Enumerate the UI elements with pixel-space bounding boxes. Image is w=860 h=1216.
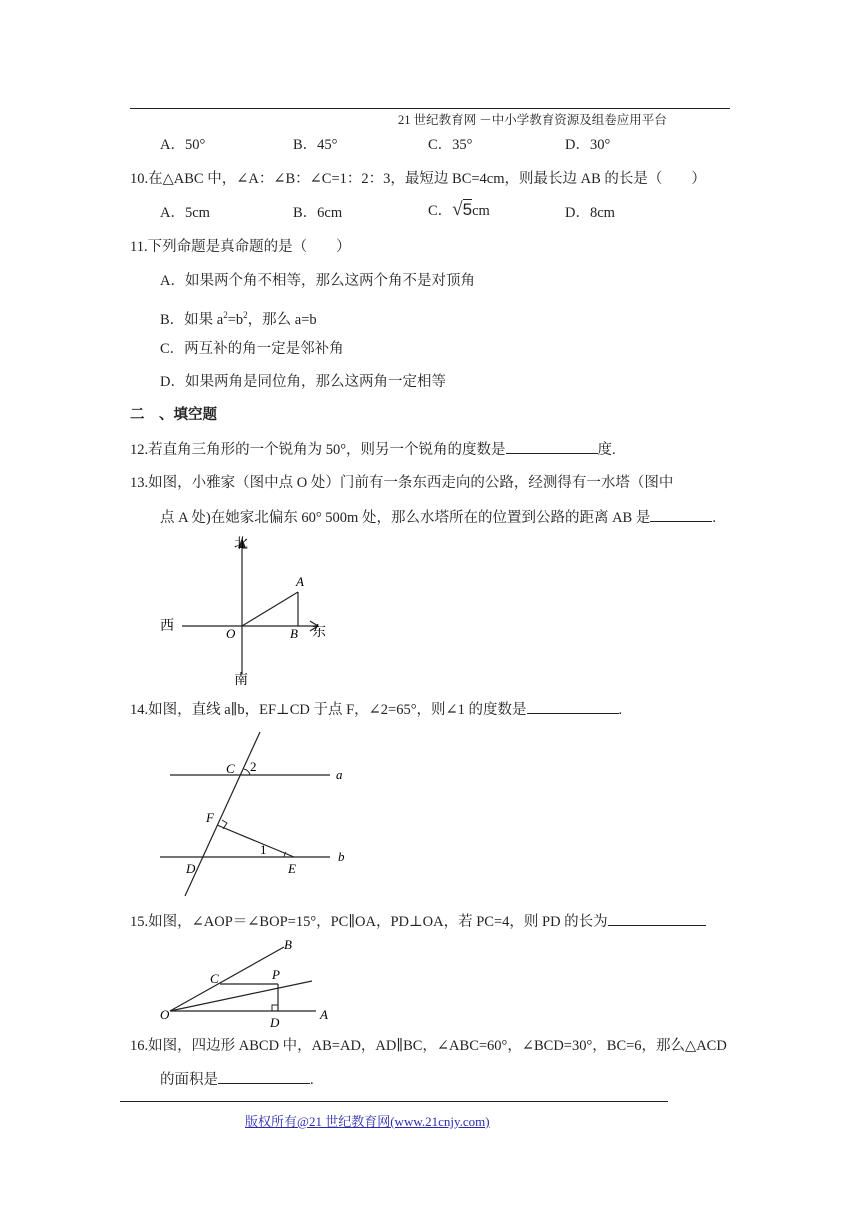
sqrt-sign: √	[452, 199, 463, 220]
q13-answer-blank	[650, 508, 712, 522]
footer-rule	[120, 1101, 668, 1102]
point-b-label: B	[284, 937, 292, 952]
header-rule	[130, 108, 730, 109]
q10-option-d: D．8cm	[565, 205, 615, 221]
q15-answer-blank	[608, 912, 706, 926]
q16-answer-blank	[218, 1070, 310, 1084]
figure-15-angle-bisector	[160, 935, 340, 1030]
point-d-label: D	[270, 1015, 280, 1030]
angle-1-label: 1	[260, 842, 267, 857]
q12-stem: 12.若直角三角形的一个锐角为 50°，则另一个锐角的度数是	[130, 442, 506, 458]
q11-stem: 11.下列命题是真命题的是（ ）	[130, 239, 351, 255]
q11-option-a: A．如果两个角不相等，那么这两个角不是对顶角	[160, 273, 475, 289]
q9-option-a: A．50°	[160, 137, 206, 153]
q16-line1: 16.如图，四边形 ABCD 中，AB=AD，AD∥BC，∠ABC=60°，∠BCD=30°，BC=6，那么△ACD	[130, 1038, 727, 1054]
point-o-label: O	[226, 626, 236, 641]
q9-option-c: C．35°	[428, 137, 473, 153]
q16-line2	[160, 1070, 314, 1089]
q11-option-b-sup2: 2	[243, 310, 248, 320]
q15-stem: 15.如图，∠AOP＝∠BOP=15°，PC∥OA，PD⊥OA，若 PC=4，则 PD 的长为	[130, 914, 608, 930]
point-c-label: C	[226, 761, 235, 776]
point-d-label: D	[186, 861, 196, 876]
q10-option-b: B．6cm	[293, 205, 343, 221]
q14-answer-blank	[527, 700, 619, 714]
q10-option-a: A．5cm	[160, 205, 210, 221]
figure-14-parallel-lines	[160, 730, 360, 898]
point-b-label: B	[290, 626, 298, 641]
point-o-label: O	[160, 1007, 170, 1022]
q10-option-c-prefix: C．	[428, 203, 453, 219]
west-label: 西	[160, 619, 174, 634]
q13-line2	[160, 508, 716, 527]
q11-option-b	[160, 306, 317, 329]
point-p-label: P	[272, 967, 280, 982]
q11-option-b-text3: ，那么 a=b	[247, 311, 317, 328]
south-label: 南	[234, 673, 248, 688]
north-label: 北	[234, 537, 248, 552]
section-title-fill-in: 二 、填空题	[130, 407, 217, 423]
footer-copyright-link[interactable]: 版权所有@21 世纪教育网(www.21cnjy.com)	[245, 1114, 490, 1129]
q12-line	[130, 440, 616, 459]
q15-line	[130, 912, 706, 931]
sqrt-radicand: 5	[462, 200, 473, 219]
point-a-label: A	[296, 574, 304, 589]
point-f-label: F	[206, 810, 214, 825]
line-a-label: a	[336, 767, 343, 782]
q13-line2-text: 点 A 处)在她家北偏东 60° 500m 处，那么水塔所在的位置到公路的距离 AB 是	[160, 510, 651, 526]
q14-stem: 14.如图，直线 a∥b，EF⊥CD 于点 F，∠2=65°，则∠1 的度数是	[130, 702, 527, 718]
q11-option-d: D．如果两角是同位角，那么这两角一定相等	[160, 374, 446, 390]
point-e-label: E	[288, 861, 296, 876]
q9-option-b: B．45°	[293, 137, 338, 153]
header-site-text: 21 世纪教育网 －中小学教育资源及组卷应用平台	[398, 113, 667, 127]
point-a-label: A	[320, 1007, 328, 1022]
q14-line	[130, 700, 622, 719]
q12-answer-blank	[506, 440, 598, 454]
q10-option-c	[428, 201, 490, 220]
q11-option-c: C．两互补的角一定是邻补角	[160, 341, 344, 357]
q10-stem: 10.在△ABC 中，∠A：∠B：∠C=1：2：3，最短边 BC=4cm，则最长边 AB 的长是（ ）	[130, 171, 706, 187]
q9-option-d: D．30°	[565, 137, 611, 153]
q16-line2-text: 的面积是	[160, 1072, 218, 1088]
q14-tail: .	[618, 702, 623, 718]
line-b-label: b	[338, 849, 345, 864]
q12-tail: 度.	[597, 442, 616, 458]
angle-2-label: 2	[250, 759, 257, 774]
east-label: 东	[312, 625, 326, 640]
q13-line1: 13.如图，小雅家（图中点 O 处）门前有一条东西走向的公路，经测得有一水塔（图中	[130, 475, 674, 491]
q16-tail: .	[310, 1072, 314, 1088]
q11-option-b-sup1: 2	[223, 310, 228, 320]
q13-tail: .	[712, 510, 716, 526]
q11-option-b-text2: =b	[227, 311, 244, 328]
q11-option-b-text1: B．如果 a	[160, 311, 224, 328]
q10-option-c-unit: cm	[472, 203, 490, 219]
point-c-label: C	[210, 971, 219, 986]
figure-13-compass	[160, 532, 330, 690]
